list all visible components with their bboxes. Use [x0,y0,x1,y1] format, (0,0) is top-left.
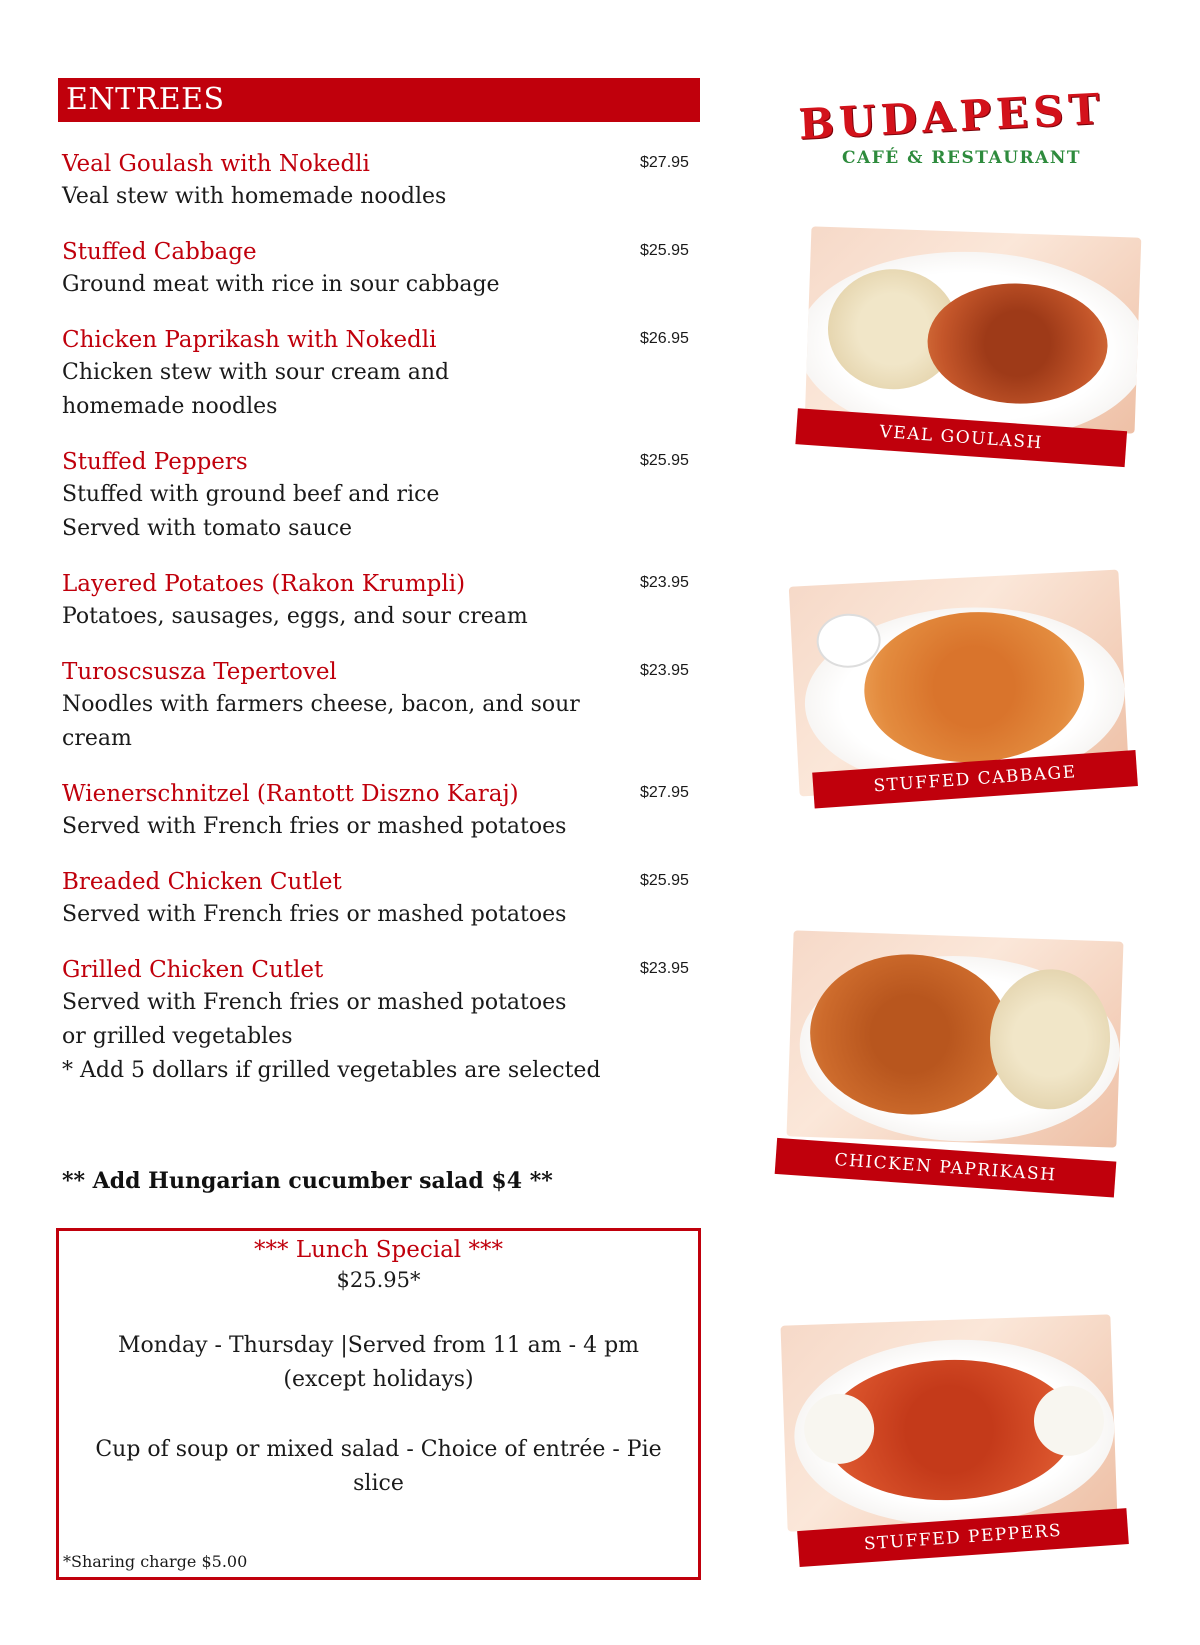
logo-subtitle: CAFÉ & RESTAURANT [842,148,1082,168]
photo-caption: STUFFED CABBAGE [812,750,1138,809]
item-name: Veal Goulash with Nokedli [62,151,370,177]
item-price: $27.95 [640,784,689,801]
photo-card [789,570,1130,797]
menu-item [62,446,702,546]
menu-item [62,148,702,214]
lunch-title: *** Lunch Special *** [254,1237,503,1263]
item-desc: Potatoes, sausages, eggs, and sour cream [62,604,528,629]
lunch-days: Monday - Thursday |Served from 11 am - 4 pm [117,1333,640,1358]
item-name: Breaded Chicken Cutlet [62,869,342,895]
photo-caption: CHICKEN PAPRIKASH [775,1138,1117,1198]
menu-item [62,954,702,1088]
item-name: Wienerschnitzel (Rantott Diszno Karaj) [62,781,519,807]
food-photo [805,226,1142,433]
item-desc: Chicken stew with sour cream and [62,360,450,385]
item-desc: or grilled vegetables [62,1024,293,1049]
item-name: Stuffed Peppers [62,449,248,475]
item-name: Grilled Chicken Cutlet [62,957,324,983]
menu-item [62,568,702,634]
item-desc: Served with French fries or mashed potatoes [62,990,567,1015]
menu-item [62,324,702,424]
item-desc: Served with French fries or mashed potatoes [62,902,567,927]
food-photo [787,930,1124,1147]
lunch-includes: Cup of soup or mixed salad - Choice of entrée - Pie slice [95,1437,662,1496]
menu-item [62,656,702,756]
item-name: Layered Potatoes (Rakon Krumpli) [62,571,466,597]
item-price: $26.95 [640,330,689,347]
item-price: $27.95 [640,154,689,171]
item-desc: Served with French fries or mashed potatoes [62,814,567,839]
item-price: $25.95 [640,452,689,469]
item-price: $23.95 [640,960,689,977]
item-desc: homemade noodles [62,394,278,419]
photo-card [787,930,1124,1186]
entree-list [62,148,702,1110]
item-price: $25.95 [640,242,689,259]
section-title: ENTREES [58,78,700,122]
menu-item [62,778,702,844]
item-desc: Veal stew with homemade noodles [62,184,447,209]
item-price: $23.95 [640,662,689,679]
item-price: $23.95 [640,574,689,591]
sharing-charge: *Sharing charge $5.00 [63,1552,248,1571]
food-photo [781,1314,1118,1531]
item-name: Chicken Paprikash with Nokedli [62,327,437,353]
menu-item [62,236,702,302]
item-name: Turoscsusza Tepertovel [62,659,337,685]
photo-card [805,226,1142,454]
logo-name: BUDAPEST [797,84,1106,149]
photo-caption: STUFFED PEPPERS [797,1508,1129,1567]
addon-note: ** Add Hungarian cucumber salad $4 ** [62,1168,553,1194]
photo-caption: VEAL GOULASH [795,408,1127,467]
item-desc: Noodles with farmers cheese, bacon, and sour [62,692,580,717]
photo-card [781,1314,1118,1555]
lunch-except: (except holidays) [283,1367,474,1392]
item-desc: * Add 5 dollars if grilled vegetables are selected [62,1058,601,1083]
lunch-price: $25.95* [336,1268,421,1292]
menu-item [62,866,702,932]
item-price: $25.95 [640,872,689,889]
restaurant-logo [797,84,1130,170]
item-desc: cream [62,726,132,751]
item-desc: Served with tomato sauce [62,516,353,541]
item-name: Stuffed Cabbage [62,239,257,265]
lunch-special-box [56,1228,701,1580]
item-desc: Stuffed with ground beef and rice [62,482,440,507]
item-desc: Ground meat with rice in sour cabbage [62,272,500,297]
